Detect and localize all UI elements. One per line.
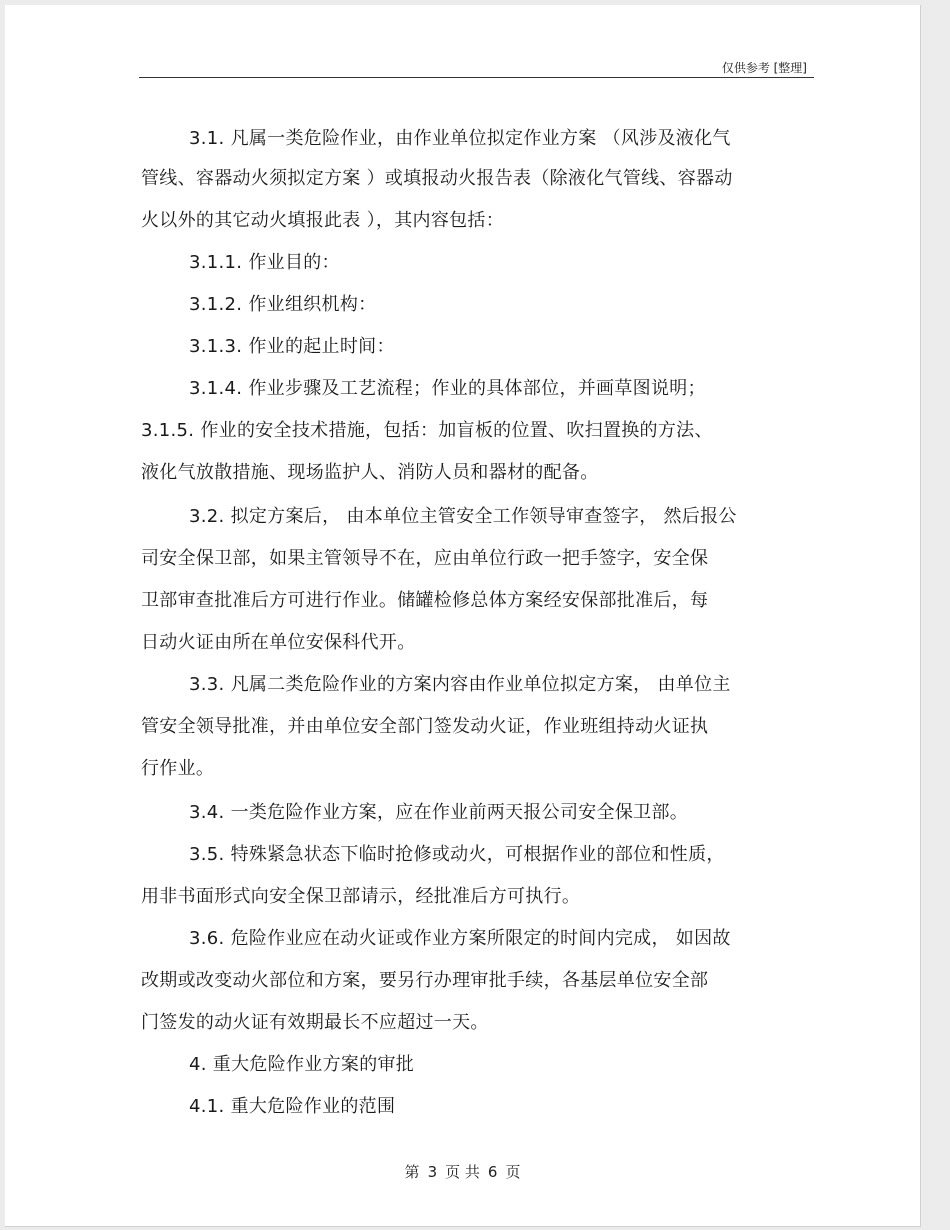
body-line: 液化气放散措施、现场监护人、消防人员和器材的配备。 — [141, 462, 599, 483]
body-line: 管线、容器动火须拟定方案 ）或填报动火报告表（除液化气管线、容器动 — [141, 168, 733, 189]
current-page-number: 3 — [427, 1163, 438, 1181]
body-line: 3.1.3. 作业的起止时间： — [189, 336, 395, 357]
body-line: 3.1.4. 作业步骤及工艺流程；作业的具体部位，并画草图说明； — [189, 378, 706, 399]
body-line: 卫部审查批准后方可进行作业。储罐检修总体方案经安保部批准后，每 — [141, 590, 709, 611]
body-line: 3.1.5. 作业的安全技术措施，包括：加盲板的位置、吹扫置换的方法、 — [141, 420, 713, 441]
body-line: 火以外的其它动火填报此表 ），其内容包括： — [141, 210, 505, 231]
body-line: 3.3. 凡属二类危险作业的方案内容由作业单位拟定方案， 由单位主 — [189, 674, 731, 695]
body-line: 管安全领导批准，并由单位安全部门签发动火证，作业班组持动火证执 — [141, 716, 709, 737]
body-line: 改期或改变动火部位和方案，要另行办理审批手续，各基层单位安全部 — [141, 970, 709, 991]
body-line: 4.1. 重大危险作业的范围 — [189, 1096, 396, 1117]
body-line: 日动火证由所在单位安保科代开。 — [141, 632, 416, 653]
body-line: 3.1. 凡属一类危险作业，由作业单位拟定作业方案 （风涉及液化气 — [189, 128, 731, 149]
body-line: 3.2. 拟定方案后， 由本单位主管安全工作领导审查签字， 然后报公 — [189, 506, 737, 527]
footer-suffix: 页 — [505, 1163, 521, 1181]
body-line: 3.1.1. 作业目的： — [189, 252, 340, 273]
body-line: 4. 重大危险作业方案的审批 — [189, 1054, 415, 1075]
body-line: 门签发的动火证有效期最长不应超过一天。 — [141, 1012, 489, 1033]
body-line: 行作业。 — [141, 758, 215, 779]
body-line: 3.1.2. 作业组织机构： — [189, 294, 377, 315]
total-page-number: 6 — [487, 1163, 498, 1181]
page-footer — [5, 1161, 920, 1182]
document-page — [5, 5, 921, 1227]
footer-middle: 页 共 — [445, 1163, 480, 1181]
body-line: 3.4. 一类危险作业方案，应在作业前两天报公司安全保卫部。 — [189, 802, 689, 823]
body-line: 3.6. 危险作业应在动火证或作业方案所限定的时间内完成， 如因故 — [189, 928, 731, 949]
body-line: 司安全保卫部，如果主管领导不在，应由单位行政一把手签字，安全保 — [141, 548, 709, 569]
body-line: 用非书面形式向安全保卫部请示，经批准后方可执行。 — [141, 886, 581, 907]
footer-prefix: 第 — [404, 1163, 420, 1181]
page-header: 仅供参考 [整理] — [721, 61, 807, 75]
header-rule — [139, 77, 814, 78]
body-line: 3.5. 特殊紧急状态下临时抢修或动火，可根据作业的部位和性质， — [189, 844, 725, 865]
